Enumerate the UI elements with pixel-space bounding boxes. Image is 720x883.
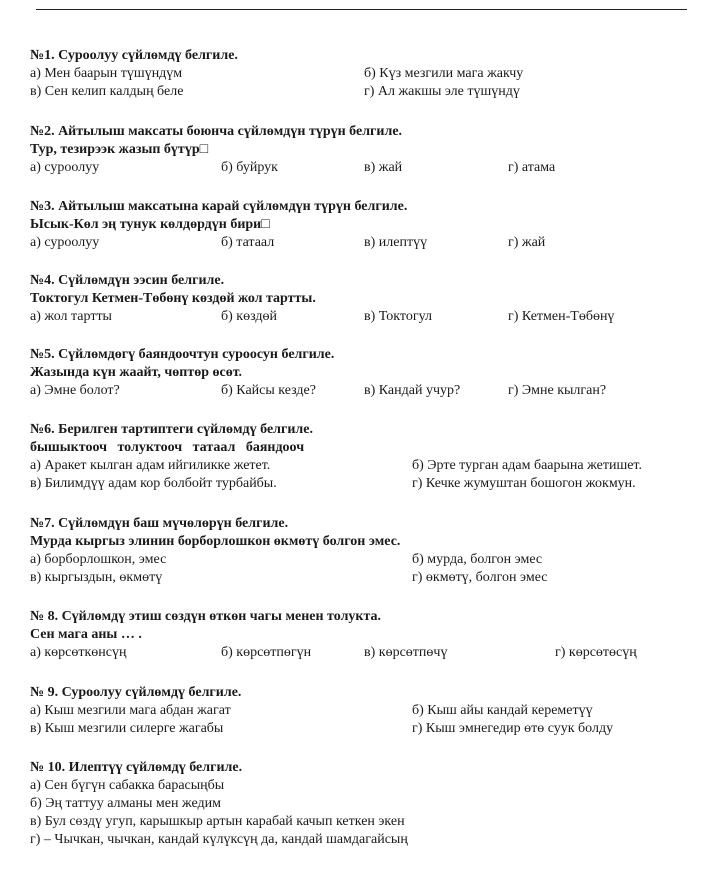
question-7 <box>30 515 700 587</box>
question-8 <box>30 608 700 662</box>
option-g: г) Эмне кылган? <box>508 383 607 398</box>
option-a: а) суроолуу <box>30 235 100 250</box>
question-title: №3. Айтылыш максатына карай сүйлөмдүн түрүн белгиле. <box>30 199 408 214</box>
options-row <box>30 475 700 493</box>
question-title: №7. Сүйлөмдүн баш мүчөлөрүн белгиле. <box>30 516 289 531</box>
options-row <box>30 65 700 83</box>
option-v: в) Бул сөздү угуп, карышкыр артын карабай качып кеткен экен <box>30 814 405 829</box>
options-row <box>30 382 700 400</box>
option-v: в) Кыш мезгили силерге жагабы <box>30 721 224 736</box>
option-v: в) Токтогул <box>364 309 432 324</box>
option-g: г) Ал жакшы эле түшүндү <box>364 84 520 99</box>
question-2 <box>30 123 700 177</box>
option-g: г) – Чычкан, чычкан, кандай күлүксүң да, кандай шамдагайсың <box>30 832 408 847</box>
option-a: а) жол тартты <box>30 309 112 324</box>
option-v: в) Билимдүү адам кор болбойт турбайбы. <box>30 476 277 491</box>
option-g: г) Кетмен-Төбөнү <box>508 309 615 324</box>
option-b: б) мурда, болгон эмес <box>412 552 543 567</box>
option-g: г) атама <box>508 160 556 175</box>
option-b: б) Күз мезгили мага жакчу <box>364 66 524 81</box>
question-3 <box>30 198 700 252</box>
question-10 <box>30 759 700 849</box>
question-prompt: Тур, тезирээк жазып бүтүр□ <box>30 142 209 157</box>
option-v: в) жай <box>364 160 403 175</box>
options-row <box>30 159 700 177</box>
options-row <box>30 457 700 475</box>
option-g: г) өкмөтү, болгон эмес <box>412 570 548 585</box>
option-v: в) Сен келип калдың беле <box>30 84 184 99</box>
option-b: б) көрсөтпөгүн <box>221 645 312 660</box>
question-prompt: бышыктооч толуктооч татаал баяндооч <box>30 440 305 455</box>
option-a: а) Аракет кылган адам ийгиликке жетет. <box>30 458 271 473</box>
option-a: а) борборлошкон, эмес <box>30 552 167 567</box>
question-4 <box>30 272 700 326</box>
option-g: г) жай <box>508 235 546 250</box>
option-b: б) Кайсы кезде? <box>221 383 316 398</box>
option-b: б) көздөй <box>221 309 277 324</box>
option-b: б) Эң таттуу алманы мен жедим <box>30 796 221 811</box>
question-title: №1. Суроолуу сүйлөмдү белгиле. <box>30 48 238 63</box>
question-title: № 10. Илептүү сүйлөмдү белгиле. <box>30 760 243 775</box>
question-9 <box>30 684 700 738</box>
options-row <box>30 569 700 587</box>
question-prompt: Жазында күн жаайт, чөптөр өсөт. <box>30 365 243 380</box>
options-row <box>30 234 700 252</box>
options-row <box>30 702 700 720</box>
question-title: №4. Сүйлөмдүн ээсин белгиле. <box>30 273 225 288</box>
option-v: в) Кандай учур? <box>364 383 461 398</box>
question-title: № 8. Сүйлөмдү этиш сөздүн өткөн чагы менен толукта. <box>30 609 382 624</box>
option-b: б) татаал <box>221 235 275 250</box>
option-a: а) Мен баарын түшүндүм <box>30 66 183 81</box>
option-b: б) Кыш айы кандай кереметүү <box>412 703 593 718</box>
option-v: в) көрсөтпөчү <box>364 645 448 660</box>
question-title: № 9. Суроолуу сүйлөмдү белгиле. <box>30 685 242 700</box>
option-b: б) буйрук <box>221 160 278 175</box>
option-v: в) илептүү <box>364 235 428 250</box>
option-g: г) Кыш эмнегедир өтө суук болду <box>412 721 614 736</box>
options-row <box>30 551 700 569</box>
question-title: №6. Берилген тартиптеги сүйлөмдү белгиле. <box>30 422 314 437</box>
option-a: а) Сен бүгүн сабакка барасыңбы <box>30 778 225 793</box>
top-rule <box>36 9 687 10</box>
question-prompt: Ысык-Көл эң тунук көлдөрдүн бири□ <box>30 217 270 232</box>
options-row <box>30 720 700 738</box>
options-row <box>30 83 700 101</box>
question-6 <box>30 421 700 493</box>
question-prompt: Мурда кыргыз элинин борборлошкон өкмөтү болгон эмес. <box>30 534 401 549</box>
option-g: г) Кечке жумуштан бошогон жокмун. <box>412 476 636 491</box>
question-title: №5. Сүйлөмдөгү баяндоочтун суроосун белгиле. <box>30 347 335 362</box>
option-a: а) көрсөткөнсүң <box>30 645 127 660</box>
question-5 <box>30 346 700 400</box>
options-row <box>30 644 700 662</box>
option-a: а) Эмне болот? <box>30 383 120 398</box>
option-a: а) Кыш мезгили мага абдан жагат <box>30 703 231 718</box>
option-b: б) Эрте турган адам баарына жетишет. <box>412 458 643 473</box>
question-prompt: Сен мага аны … . <box>30 627 142 642</box>
option-v: в) кыргыздын, өкмөтү <box>30 570 163 585</box>
options-row <box>30 308 700 326</box>
question-prompt: Токтогул Кетмен-Төбөнү көздөй жол тартты. <box>30 291 316 306</box>
question-1 <box>30 47 700 101</box>
option-a: а) суроолуу <box>30 160 100 175</box>
option-g: г) көрсөтөсүң <box>555 645 637 660</box>
question-title: №2. Айтылыш максаты боюнча сүйлөмдүн түрүн белгиле. <box>30 124 403 139</box>
